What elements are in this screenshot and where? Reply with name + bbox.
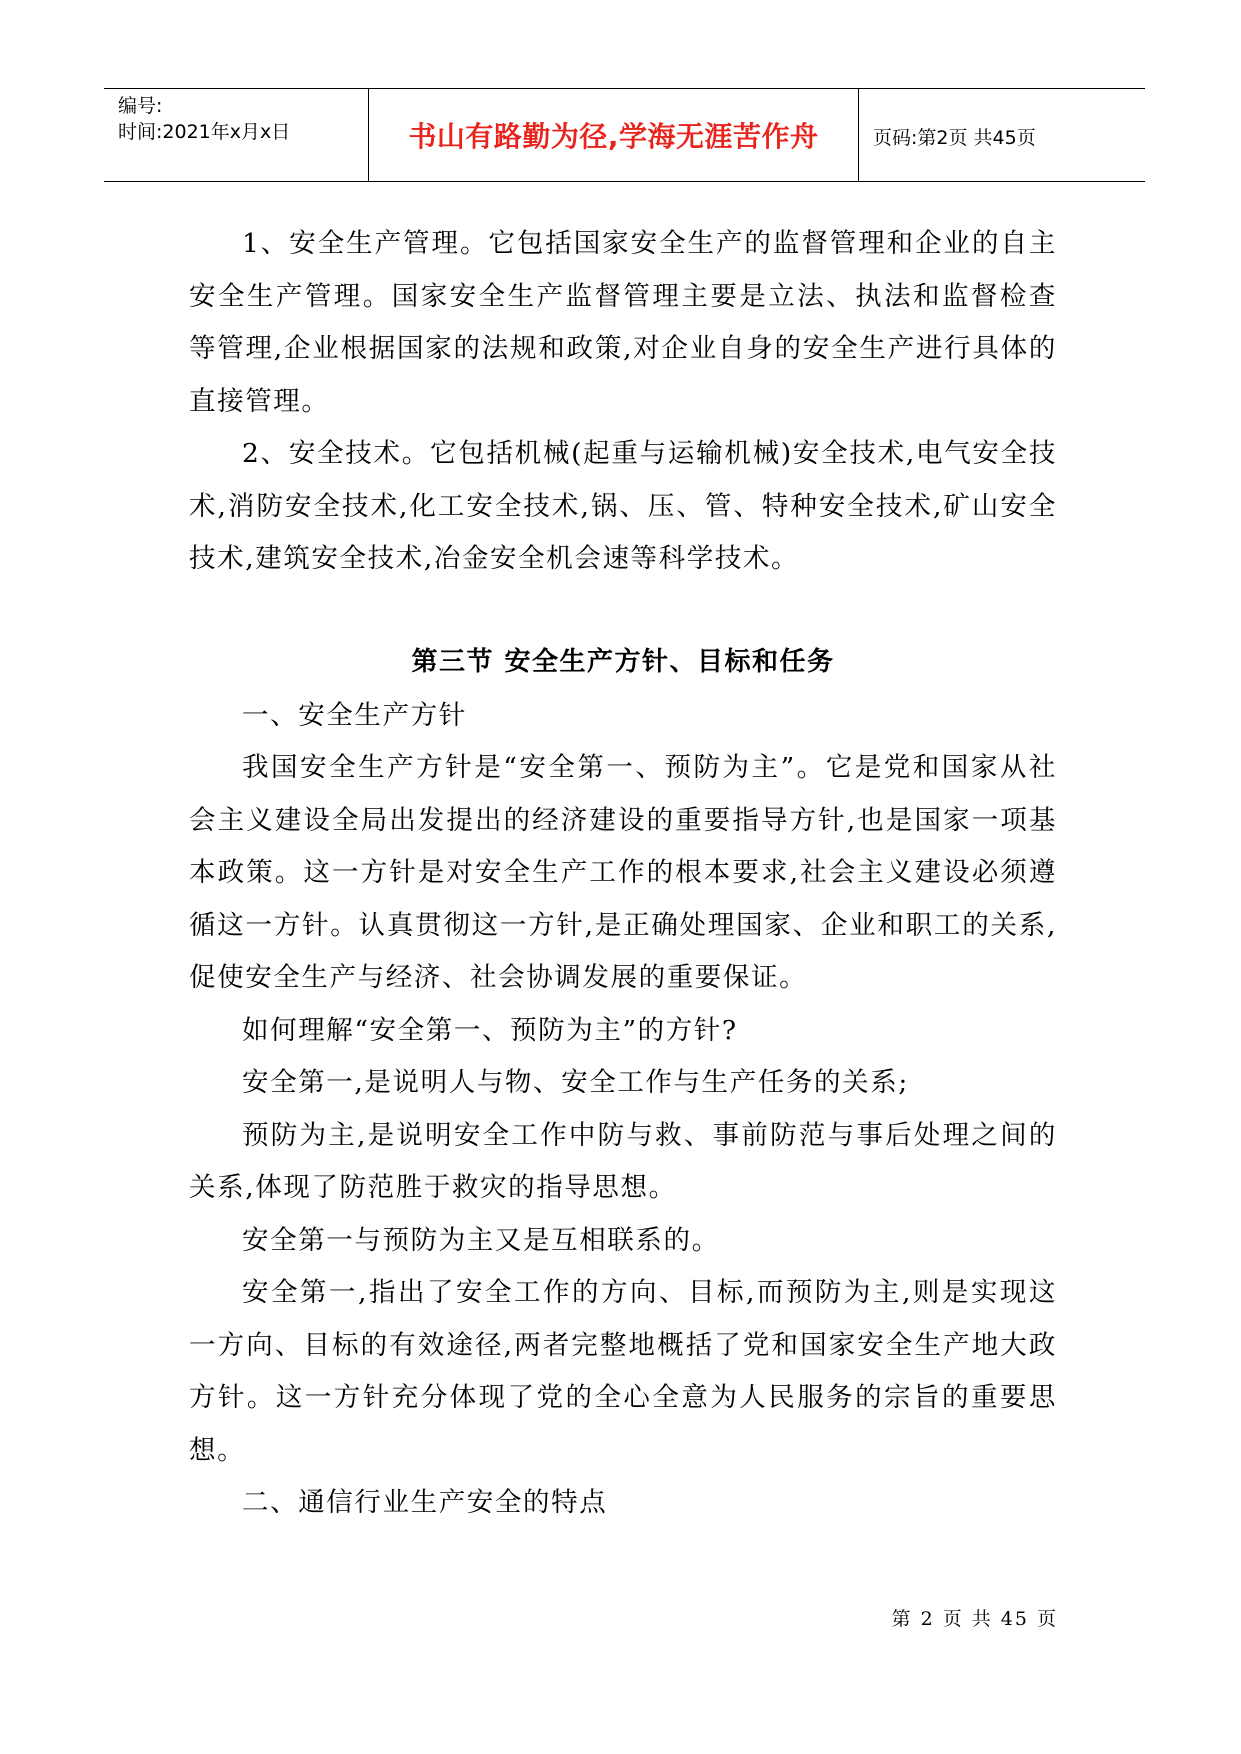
paragraph: 1、安全生产管理。它包括国家安全生产的监督管理和企业的自主安全生产管理。国家安全生产监督管理主要是立法、执法和监督检查等管理,企业根据国家的法规和政策,对企业自身的安全生产进行具体的直接管理。 xyxy=(189,228,1057,417)
header-page-cell xyxy=(859,89,1145,181)
page-header xyxy=(104,88,1145,182)
document-body xyxy=(189,218,1057,1530)
paragraph: 安全第一,是说明人与物、安全工作与生产任务的关系; xyxy=(242,1067,909,1098)
subsection-heading: 二、通信行业生产安全的特点 xyxy=(242,1487,608,1518)
paragraph: 安全第一,指出了安全工作的方向、目标,而预防为主,则是实现这一方向、目标的有效途径,两者完整地概括了党和国家安全生产地大政方针。这一方针充分体现了党的全心全意为人民服务的宗旨的重要思想。 xyxy=(189,1277,1057,1466)
header-info-cell xyxy=(104,89,369,181)
paragraph: 我国安全生产方针是“安全第一、预防为主”。它是党和国家从社会主义建设全局出发提出的经济建设的重要指导方针,也是国家一项基本政策。这一方针是对安全生产工作的根本要求,社会主义建设必须遵循这一方针。认真贯彻这一方针,是正确处理国家、企业和职工的关系,促使安全生产与经济、社会协调发展的重要保证。 xyxy=(189,752,1057,993)
paragraph: 如何理解“安全第一、预防为主”的方针? xyxy=(242,1014,738,1046)
header-page-info: 页码:第2页 共45页 xyxy=(873,127,1036,149)
section-title: 第三节 安全生产方针、目标和任务 xyxy=(411,646,835,677)
subsection-heading: 一、安全生产方针 xyxy=(242,699,467,731)
paragraph: 预防为主,是说明安全工作中防与救、事前防范与事后处理之间的关系,体现了防范胜于救灾的指导思想。 xyxy=(189,1119,1057,1203)
paragraph: 安全第一与预防为主又是互相联系的。 xyxy=(242,1224,720,1256)
time-label: 时间:2021年x月x日 xyxy=(118,121,291,143)
paragraph: 2、安全技术。它包括机械(起重与运输机械)安全技术,电气安全技术,消防安全技术,化工安全技术,锅、压、管、特种安全技术,矿山安全技术,建筑安全技术,冶金安全机会速等科学技术。 xyxy=(189,438,1057,574)
serial-label: 编号: xyxy=(118,95,163,117)
page-footer: 第 2 页 共 45 页 xyxy=(891,1608,1058,1630)
header-motto-cell xyxy=(369,89,859,181)
header-motto: 书山有路勤为径,学海无涯苦作舟 xyxy=(408,120,819,153)
